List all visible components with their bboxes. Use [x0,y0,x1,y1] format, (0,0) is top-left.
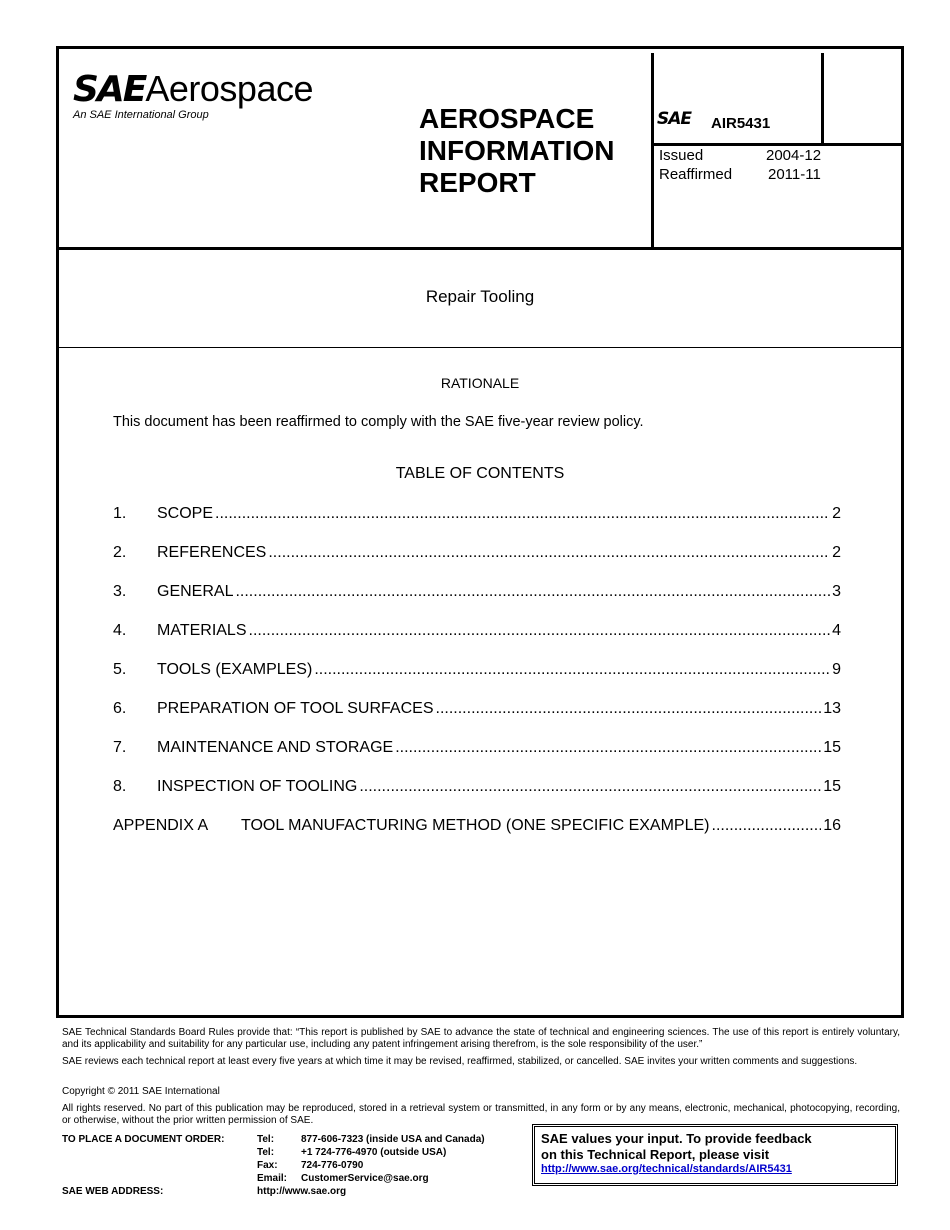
doc-type-line: AEROSPACE [419,103,595,134]
toc-number: 2. [113,544,127,561]
contact-value[interactable]: 877-606-7323 (inside USA and Canada) [301,1134,485,1145]
issued-label: Issued [659,147,704,164]
toc-title: REFERENCES [157,544,267,561]
logo-brand: SAE [73,69,146,110]
toc-title: PREPARATION OF TOOL SURFACES [157,700,434,717]
copyright: Copyright © 2011 SAE International [62,1086,220,1097]
document-title: Repair Tooling [425,287,535,306]
toc-entry[interactable] [113,739,841,778]
issued-value: 2004-12 [766,147,822,164]
reaffirmed-value: 2011-11 [768,166,821,183]
document-frame [56,46,904,1018]
standards-board-rules: SAE Technical Standards Board Rules provide that: “This report is published by SAE to advance the state of technical and engineering sciences. The use of this report is entirely voluntary, and its applicability and suitability for any particular use, including any patent infringement arising therefrom, is the sole responsibility of the user.” [62,1027,900,1050]
toc-entry[interactable] [113,505,841,544]
feedback-text: on this Technical Report, please visit [541,1147,770,1162]
toc-page: 3 [832,583,841,600]
toc-heading: TABLE OF CONTENTS [395,465,565,482]
contact-label: Tel: [257,1147,275,1158]
toc-title: MATERIALS [157,622,247,639]
doc-type-line: INFORMATION [419,135,615,166]
header-divider [821,53,824,145]
toc-entry[interactable] [113,583,841,622]
toc-page: 2 [832,505,841,522]
contact-value: 724-776-0790 [301,1160,364,1171]
order-label: TO PLACE A DOCUMENT ORDER: [62,1134,225,1145]
toc-entry[interactable] [113,661,841,700]
logo-tagline: An SAE International Group [73,109,209,121]
toc-leader [314,661,830,679]
toc-title: TOOL MANUFACTURING METHOD (ONE SPECIFIC EXAMPLE) [241,817,710,834]
toc-leader [235,583,830,601]
toc-entry[interactable] [113,622,841,661]
toc-number: 3. [113,583,127,600]
toc-leader [436,700,822,718]
toc-title: SCOPE [157,505,214,522]
email-link[interactable]: CustomerService@sae.org [301,1173,429,1184]
header-divider [651,53,654,249]
toc-title: TOOLS (EXAMPLES) [157,661,313,678]
rationale-text: This document has been reaffirmed to comply with the SAE five-year review policy. [113,414,644,430]
toc-title: MAINTENANCE AND STORAGE [157,739,394,756]
web-address-link[interactable]: http://www.sae.org [257,1186,347,1197]
web-address-label: SAE WEB ADDRESS: [62,1186,164,1197]
contact-label: Tel: [257,1134,275,1145]
feedback-text: SAE values your input. To provide feedback [541,1131,812,1146]
toc-leader [249,622,831,640]
toc-entry-appendix[interactable] [113,817,841,856]
rights-reserved: All rights reserved. No part of this publication may be reproduced, stored in a retrieval system or transmitted, in any form or by any means, electronic, mechanical, photocopying, recording, or otherwise, without the prior written permission of SAE. [62,1103,900,1126]
toc-entry[interactable] [113,700,841,739]
document-number: AIR5431 [711,115,771,132]
reaffirmed-label: Reaffirmed [659,166,733,183]
toc-title: GENERAL [157,583,234,600]
toc-number: 7. [113,739,127,756]
feedback-link[interactable]: http://www.sae.org/technical/standards/AIR5431 [541,1163,792,1175]
sae-aerospace-logo [73,69,313,125]
toc-number: 4. [113,622,127,639]
toc-page: 15 [823,739,841,756]
toc-leader [268,544,830,562]
toc-page: 9 [832,661,841,678]
toc-number: 5. [113,661,127,678]
toc-page: 2 [832,544,841,561]
toc-page: 13 [823,700,841,717]
contact-label: Fax: [257,1160,278,1171]
toc-leader [395,739,821,757]
sae-mark: SAE [657,109,692,129]
feedback-box [532,1124,898,1186]
toc-number: 8. [113,778,127,795]
contact-label: Email: [257,1173,288,1184]
review-policy: SAE reviews each technical report at least every five years at which time it may be revised, reaffirmed, stabilized, or cancelled. SAE invites your written comments and suggestions. [62,1056,858,1067]
toc-leader [359,778,821,796]
doc-type-line: REPORT [419,167,536,198]
toc-page: 16 [823,817,841,834]
toc-appendix-label: APPENDIX A [113,817,209,834]
toc-entry[interactable] [113,778,841,817]
header-bottom-rule [59,247,901,250]
toc-page: 15 [823,778,841,795]
toc-leader [215,505,830,523]
header-divider [651,143,901,146]
toc-entry[interactable] [113,544,841,583]
toc-leader [712,817,822,835]
contact-value[interactable]: +1 724-776-4970 (outside USA) [301,1147,447,1158]
toc-title: INSPECTION OF TOOLING [157,778,358,795]
title-rule [59,347,901,348]
toc-number: 1. [113,505,127,522]
toc-number: 6. [113,700,127,717]
rationale-heading: RATIONALE [440,375,520,391]
toc-page: 4 [832,622,841,639]
table-of-contents [113,505,841,856]
document-type [419,103,614,199]
logo-name: Aerospace [145,68,313,109]
